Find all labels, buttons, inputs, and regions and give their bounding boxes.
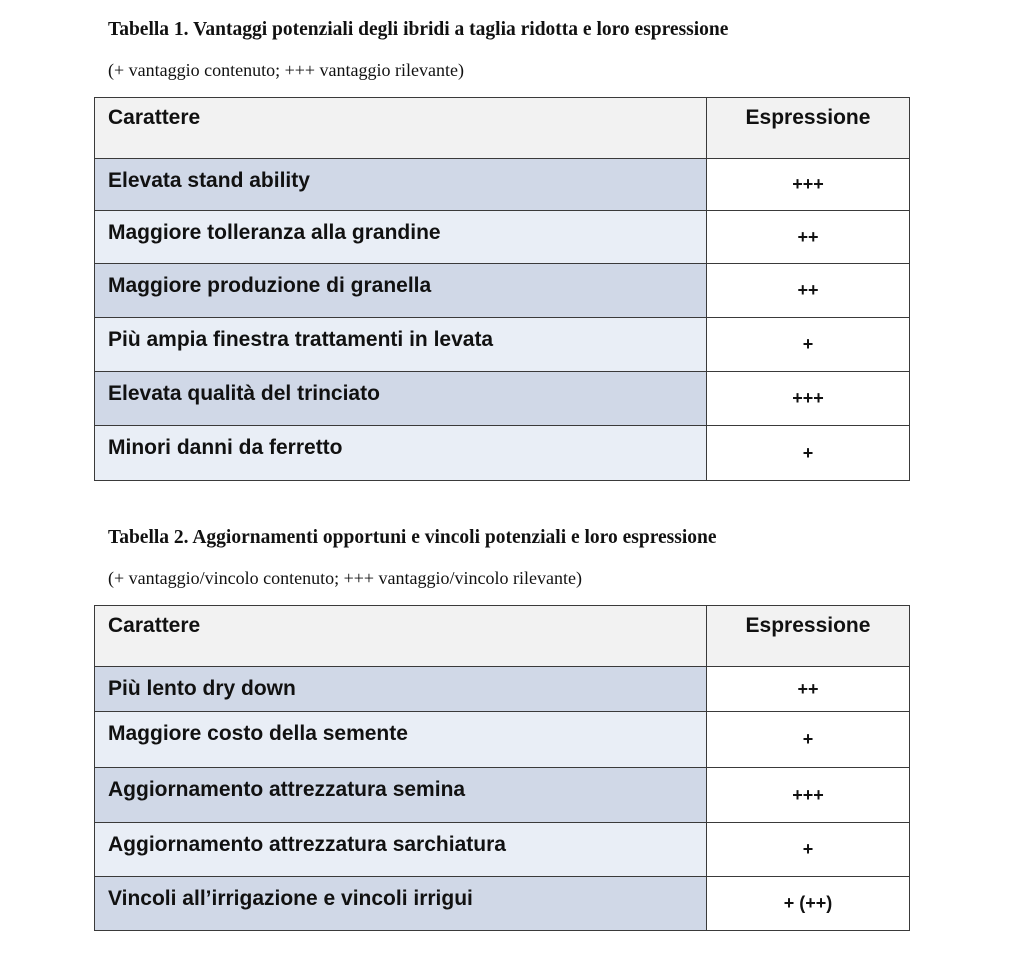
row-espressione: + bbox=[707, 318, 910, 372]
row-carattere: Minori danni da ferretto bbox=[95, 426, 707, 481]
row-espressione: +++ bbox=[707, 159, 910, 211]
row-carattere: Aggiornamento attrezzatura semina bbox=[95, 768, 707, 823]
table2 bbox=[94, 605, 910, 931]
row-espressione: +++ bbox=[707, 768, 910, 823]
table-row bbox=[95, 667, 910, 712]
row-espressione: + bbox=[707, 712, 910, 768]
table1-title: Tabella 1. Vantaggi potenziali degli ibridi a taglia ridotta e loro espressione bbox=[108, 19, 729, 40]
table-row bbox=[95, 372, 910, 426]
table-row bbox=[95, 823, 910, 877]
table-row bbox=[95, 877, 910, 931]
row-espressione: +++ bbox=[707, 372, 910, 426]
row-carattere: Maggiore costo della semente bbox=[95, 712, 707, 768]
row-carattere: Elevata stand ability bbox=[95, 159, 707, 211]
table1 bbox=[94, 97, 910, 481]
table-row bbox=[95, 318, 910, 372]
table-row bbox=[95, 712, 910, 768]
table-row bbox=[95, 159, 910, 211]
table1-note: (+ vantaggio contenuto; +++ vantaggio rilevante) bbox=[108, 60, 465, 80]
table-row bbox=[95, 768, 910, 823]
row-carattere: Elevata qualità del trinciato bbox=[95, 372, 707, 426]
table1-header-carattere: Carattere bbox=[95, 98, 707, 159]
row-espressione: + bbox=[707, 426, 910, 481]
row-espressione: ++ bbox=[707, 264, 910, 318]
row-carattere: Vincoli all’irrigazione e vincoli irrigui bbox=[95, 877, 707, 931]
row-espressione: ++ bbox=[707, 211, 910, 264]
row-espressione: ++ bbox=[707, 667, 910, 712]
table2-title: Tabella 2. Aggiornamenti opportuni e vincoli potenziali e loro espressione bbox=[108, 527, 717, 548]
table-row bbox=[95, 211, 910, 264]
row-carattere: Più ampia finestra trattamenti in levata bbox=[95, 318, 707, 372]
table2-note: (+ vantaggio/vincolo contenuto; +++ vantaggio/vincolo rilevante) bbox=[108, 568, 582, 588]
table1-header-row bbox=[95, 98, 910, 159]
row-espressione: + bbox=[707, 823, 910, 877]
table2-header-carattere: Carattere bbox=[95, 606, 707, 667]
table1-header-espressione: Espressione bbox=[707, 98, 910, 159]
row-carattere: Più lento dry down bbox=[95, 667, 707, 712]
table2-header-row bbox=[95, 606, 910, 667]
row-carattere: Aggiornamento attrezzatura sarchiatura bbox=[95, 823, 707, 877]
row-carattere: Maggiore tolleranza alla grandine bbox=[95, 211, 707, 264]
row-carattere: Maggiore produzione di granella bbox=[95, 264, 707, 318]
table-row bbox=[95, 426, 910, 481]
table-row bbox=[95, 264, 910, 318]
table2-header-espressione: Espressione bbox=[707, 606, 910, 667]
row-espressione: + (++) bbox=[707, 877, 910, 931]
